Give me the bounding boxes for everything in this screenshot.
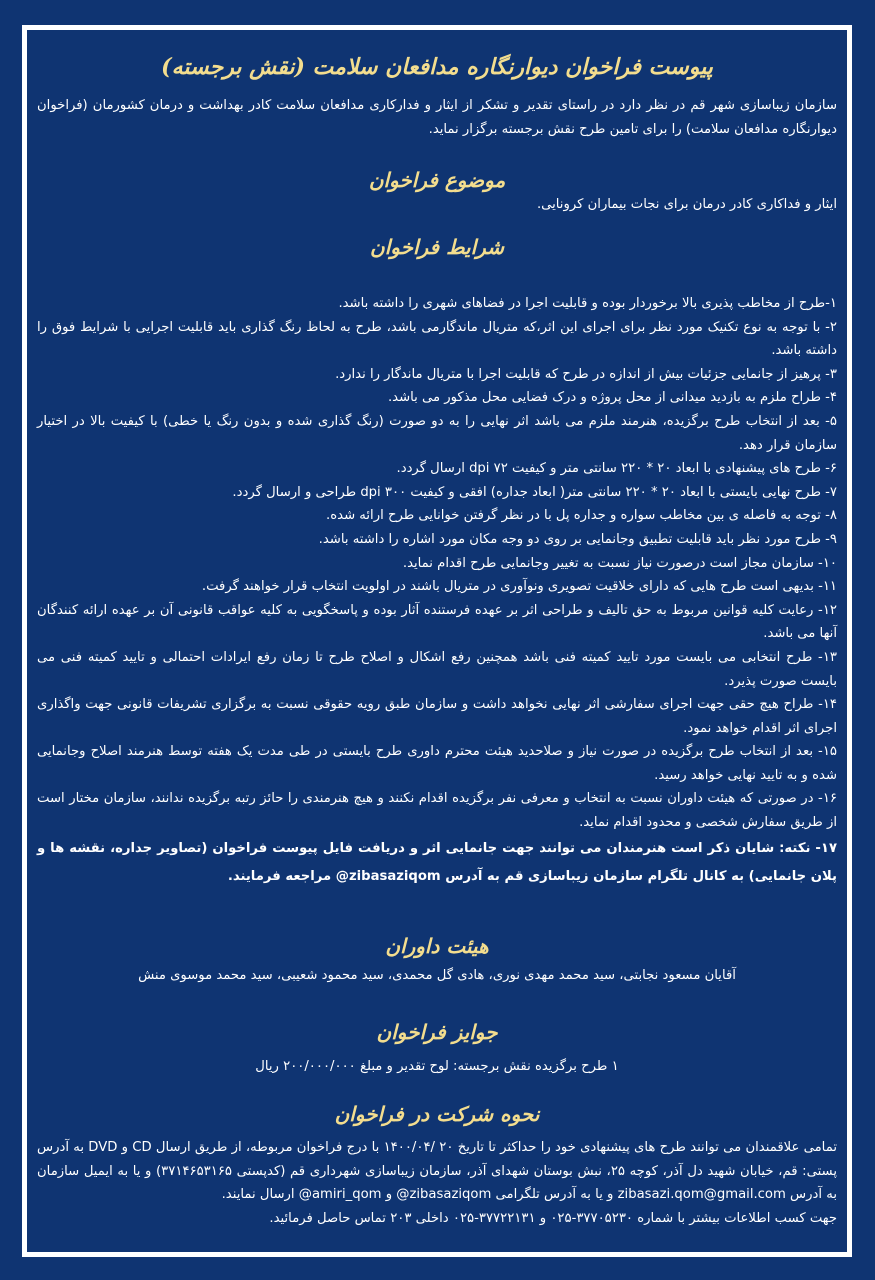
subject-heading: موضوع فراخوان: [368, 168, 506, 192]
contact-text: جهت کسب اطلاعات بیشتر با شماره ۳۷۷۰۵۲۳۰-۰۲۵ و ۳۷۷۲۲۱۳۱-۰۲۵ داخلی ۲۰۳ تماس حاصل فرمائید.: [269, 1210, 837, 1226]
conditions-list: [37, 292, 837, 891]
prizes-heading: جوایز فراخوان: [376, 1020, 498, 1044]
subject-text: ایثار و فداکاری کادر درمان برای نجات بیماران کرونایی.: [536, 197, 837, 212]
jury-heading: هیئت داوران: [385, 934, 489, 958]
condition-item: ۳- پرهیز از جانمایی جزئیات بیش از اندازه در طرح که قابلیت اجرا با متریال ماندگار را ندارد.: [335, 366, 837, 382]
document-content: [37, 30, 837, 1252]
prizes-paragraph: [37, 1055, 837, 1079]
condition-item: ۸- توجه به فاصله ی بین مخاطب سواره و جداره پل با در نظر گرفتن خوانایی طرح ارائه شده.: [326, 508, 837, 524]
page-title: پیوست فراخوان دیوارنگاره مدافعان سلامت (نقش برجسته): [161, 54, 713, 80]
condition-item: ۲- با توجه به نوع تکنیک مورد نظر برای اجرای این اثر،که متریال ماندگارمی باشد، طرح به لحاظ رنگ گذاری باید قابلیت اجرایی با شرایط فوق را داشته باشد.: [37, 319, 837, 359]
condition-item: ۱۰- سازمان مجاز است درصورت نیاز نسبت به تغییر وجانمایی طرح اقدام نماید.: [402, 555, 837, 571]
condition-item: ۱۵- بعد از انتخاب طرح برگزیده در صورت نیاز و صلاحدید هیئت محترم داوری طرح بایستی در طی مدت یک هفته توسط هنرمند اصلاح وجانمایی شده و به تایید نهایی خواهد رسید.: [37, 744, 837, 783]
condition-item: ۱۴- طراح هیچ حقی جهت اجرای سفارشی اثر نهایی نخواهد داشت و سازمان طبق رویه حقوقی نسبت به برگزاری تشریفات قانونی جهت واگذاری اجرای اثر اقدام خواهد نمود.: [37, 697, 837, 736]
participation-text: تمامی علاقمندان می توانند طرح های پیشنهادی خود را حداکثر تا تاریخ ۲۰ /۱۴۰۰/۰۴ با درج فراخوان مربوطه، از طریق ارسال CD و DVD به آدرس پستی: قم، خیابان شهید دل آذر، کوچه ۲۵، نبش بوستان شهدای آذر، سازمان زیباسازی شهرداری قم (کدپستی ۳۷۱۴۶۵۳۱۶۵) و یا به ایمیل سازمان به آدرس zibasazi.qom@gmail.com و یا به آدرس تلگرامی zibasaziqom@ و amiri_qom@ ارسال نمایند.: [37, 1140, 837, 1203]
condition-item: ۱۲- رعایت کلیه قوانین مربوط به حق تالیف و طراحی اثر بر عهده فرستنده آثار بوده و پاسخگویی به کلیه عواقب قانونی آن بر عهده ارائه کنندگان آنها می باشد.: [37, 602, 837, 642]
participation-paragraph: [37, 1136, 837, 1230]
condition-item: ۴- طراح ملزم به بازدید میدانی از محل پروژه و درک فضایی محل مذکور می باشد.: [387, 390, 837, 406]
prize-text: ۱ طرح برگزیده نقش برجسته: لوح تقدیر و مبلغ ۲۰۰/۰۰۰/۰۰۰ ریال: [255, 1059, 619, 1074]
condition-item: ۱۳- طرح انتخابی می بایست مورد تایید کمیته فنی باشد همچنین رفع اشکال و اصلاح طرح تا زمان رفع ایرادات احتمالی و تایید کمیته فنی می بایست صورت پذیرد.: [37, 649, 837, 689]
condition-item: ۹- طرح مورد نظر باید قابلیت تطبیق وجانمایی بر روی دو وجه مکان مورد اشاره را داشته باشد.: [318, 531, 837, 547]
conditions-heading: شرایط فراخوان: [370, 235, 504, 259]
condition-item: ۱-طرح از مخاطب پذیری بالا برخوردار بوده و قابلیت اجرا در فضاهای شهری را داشته باشد.: [338, 296, 837, 311]
condition-item: ۷- طرح نهایی بایستی با ابعاد ۲۰ * ۲۲۰ سانتی متر( ابعاد جداره) افقی و کیفیت dpi ۳۰۰ طراحی و ارسال گردد.: [232, 484, 837, 500]
condition-item: ۵- بعد از انتخاب طرح برگزیده، هنرمند ملزم می باشد اثر نهایی را به دو صورت (رنگ گذاری شده و بدون رنگ یا خطی) با کیفیت بالا در اختیار سازمان قرار دهد.: [37, 413, 837, 453]
participation-heading: نحوه شرکت در فراخوان: [334, 1102, 540, 1126]
condition-item: ۱۶- در صورتی که هیئت داوران نسبت به انتخاب و معرفی نفر برگزیده اقدام نکنند و هیچ هنرمندی را حائز رتبه برگزیده ندانند، سازمان مختار است از طریق سفارش شخصی و محدود اقدام نماید.: [37, 791, 837, 831]
document-frame: [22, 25, 852, 1257]
intro-text: سازمان زیباسازی شهر قم در نظر دارد در راستای تقدیر و تشکر از ایثار و فدارکاری مدافعان سلامت کادر بهداشت و درمان کشورمان (فراخوان دیوارنگاره مدافعان سلامت) را برای تامین طرح نقش برجسته برگزار نماید.: [37, 98, 837, 137]
subject-paragraph: [37, 193, 837, 217]
jury-paragraph: [37, 964, 837, 988]
condition-item: ۱۱- بدیهی است طرح هایی که دارای خلاقیت تصویری ونوآوری در متریال باشند در اولویت انتخاب قرار خواهند گرفت.: [201, 579, 837, 595]
condition-note: ۱۷- نکته: شایان ذکر است هنرمندان می توانند جهت جانمایی اثر و دریافت فایل پیوست فراخوان (تصاویر جداره، نقشه ها و پلان جانمایی) به کانال تلگرام سازمان زیباسازی قم به آدرس zibasaziqom@ مراجعه فرمایند.: [37, 840, 837, 884]
intro-paragraph: [37, 94, 837, 141]
jury-members: آقایان مسعود نجابتی، سید محمد مهدی نوری، هادی گل محمدی، سید محمود شعیبی، سید محمد موسوی منش: [138, 968, 736, 983]
condition-item: ۶- طرح های پیشنهادی با ابعاد ۲۰ * ۲۲۰ سانتی متر و کیفیت dpi ۷۲ ارسال گردد.: [396, 461, 837, 477]
